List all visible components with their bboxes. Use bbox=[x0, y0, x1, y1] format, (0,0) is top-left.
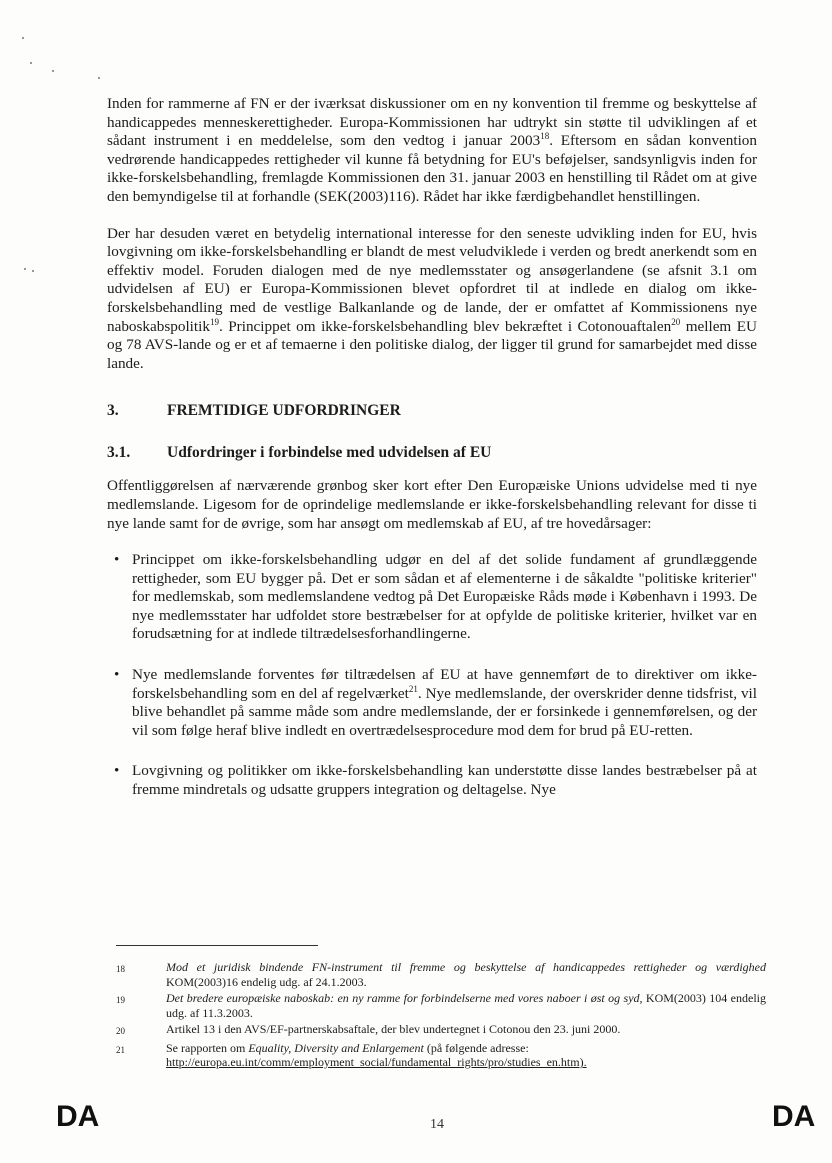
footnote-body: Artikel 13 i den AVS/EF-partnerskabsaftale, der blev undertegnet i Cotonou den 23. juni 2000. bbox=[166, 1022, 621, 1036]
footnotes bbox=[116, 960, 766, 1072]
text-run: Lovgivning og politikker om ikke-forskelsbehandling kan understøtte disse landes bestræbelser på at fremme mindretals og udsatte gruppers integration og deltagelse. Nye bbox=[132, 762, 757, 799]
scan-speck bbox=[30, 62, 32, 64]
text-run: . Nye medlemslande, der overskrider denne tidsfrist, vil blive behandlet på samme måde som andre medlemslande, der er forsinkede i gennemførelsen, og der vil som følge heraf blive indledt en overtrædelsesprocedure mod dem for brud på EU-retten. bbox=[132, 684, 757, 739]
footnote-body: (på følgende adresse: bbox=[423, 1040, 529, 1055]
bullet-icon: • bbox=[114, 666, 120, 684]
scan-speck bbox=[52, 70, 54, 72]
main-text bbox=[107, 95, 757, 822]
footnote-body: KOM(2003) 104 endelig udg. af 11.3.2003. bbox=[166, 991, 766, 1020]
text-run: . Eftersom en sådan konvention vedrørende handicappedes rettigheder vil kunne få betydning for EU's beføjelser, sandsynligvis inden for ikke-forskelsbehandling, fremlagde Kommissionen den 31. januar 2003 en henstilling til Rådet om at give den bemyndigelse til at forhandle (SEK(2003)116). Rådet har ikke færdigbehandlet henstillingen. bbox=[107, 132, 757, 205]
bullet-icon: • bbox=[114, 551, 120, 569]
bullet-list bbox=[107, 551, 757, 800]
footnote-number: 20 bbox=[116, 1026, 125, 1036]
footnote-number: 21 bbox=[116, 1044, 125, 1055]
language-code-left: DA bbox=[56, 1100, 100, 1133]
text-run: Princippet om ikke-forskelsbehandling udgør en del af det solide fundament af grundlæggende rettigheder, som EU bygger på. Det er som sådan et af elementerne i de såkaldte "politiske kriterier" for medlemskab, som medlemslandene vedtog på Det Europæiske Råds møde i København i 1993. De nye medlemsstater har udfoldet store bestræbelser for at opfylde de politiske kriterier, hvilket var en forudsætning for at indlede tiltrædelsesforhandlingerne. bbox=[132, 551, 757, 643]
subsection-heading bbox=[107, 443, 757, 463]
footnote bbox=[116, 991, 766, 1020]
footnote-ref[interactable]: 18 bbox=[540, 131, 550, 142]
section-number: 3. bbox=[107, 402, 119, 420]
scan-speck bbox=[98, 77, 100, 79]
footnote-text bbox=[166, 1041, 766, 1070]
footnote-ref[interactable]: 19 bbox=[209, 316, 219, 327]
footnote-body: Se rapporten om bbox=[166, 1040, 249, 1055]
footnote-ref[interactable]: 21 bbox=[408, 683, 418, 694]
footnote-body: KOM(2003)16 endelig udg. af 24.1.2003. bbox=[166, 974, 367, 989]
footnote-link[interactable]: http://europa.eu.int/comm/employment_social/fundamental_rights/pro/studies_en.htm). bbox=[166, 1055, 587, 1069]
paragraph-intro: Offentliggørelsen af nærværende grønbog sker kort efter Den Europæiske Unions udvidelse med ti nye medlemslande. Ligesom for de oprindelige medlemslande er ikke-forskelsbehandling relevant for disse ti nye lande samt for de øvrige, som har ansøgt om medlemskab af EU, af tre hovedårsager: bbox=[107, 477, 757, 532]
language-code-right: DA bbox=[772, 1100, 816, 1133]
footnote-title: Equality, Diversity and Enlargement bbox=[248, 1040, 424, 1055]
footnote-number: 19 bbox=[116, 995, 125, 1005]
text-run: Inden for rammerne af FN er der iværksat diskussioner om en ny konvention til fremme og beskyttelse af handicappedes menneskerettigheder. Europa-Kommissionen har udtrykt sin støtte til udviklingen af et sådant instrument i en meddelelse, som den vedtog i januar 2003 bbox=[107, 95, 757, 150]
footnote bbox=[116, 1041, 766, 1070]
footnote bbox=[116, 1022, 766, 1039]
footnote-text bbox=[166, 960, 766, 989]
footnote-divider bbox=[116, 945, 318, 946]
scan-speck bbox=[22, 37, 24, 39]
paragraph-un-convention bbox=[107, 95, 757, 207]
footnote-ref[interactable]: 20 bbox=[671, 316, 681, 327]
text-run: . Princippet om ikke-forskelsbehandling blev bekræftet i Cotonouaftalen bbox=[218, 317, 672, 335]
scan-speck bbox=[24, 268, 26, 270]
page-number: 14 bbox=[430, 1117, 444, 1132]
footnote-title: Mod et juridisk bindende FN-instrument til fremme og beskyttelse af handicappedes rettigheder og værdighed bbox=[166, 960, 766, 974]
footnote-title: Det bredere europæiske naboskab: en ny ramme for forbindelserne med vores naboer i øst og syd, bbox=[166, 991, 643, 1005]
bullet-item bbox=[107, 666, 757, 740]
scan-speck bbox=[32, 270, 34, 272]
paragraph-international-interest bbox=[107, 225, 757, 374]
text-run: mellem EU og 78 AVS-lande og er et af temaerne i den politiske dialog, der ligger til grund for samarbejdet med disse lande. bbox=[107, 317, 757, 372]
bullet-icon: • bbox=[114, 762, 120, 780]
bullet-item bbox=[107, 762, 757, 799]
subsection-title: Udfordringer i forbindelse med udvidelsen af EU bbox=[167, 444, 492, 462]
bullet-item bbox=[107, 551, 757, 644]
text-run: Der har desuden været en betydelig international interesse for den seneste udvikling inden for EU, hvis lovgivning om ikke-forskelsbehandling er blandt de mest veludviklede i verden og bredt anerkendt som en effektiv model. Foruden dialogen med de nye medlemsstater og ansøgerlandene (se afsnit 3.1 om udvidelsen af EU) er Europa-Kommissionen blevet opfordret til at indlede en dialog om ikke-forskelsbehandling med de vestlige Balkanlande og de lande, der er omfattet af Kommissionens nye naboskabspolitik bbox=[107, 224, 757, 335]
section-title: FREMTIDIGE UDFORDRINGER bbox=[167, 402, 401, 420]
section-heading bbox=[107, 401, 757, 421]
subsection-number: 3.1. bbox=[107, 444, 131, 462]
text-run: Nye medlemslande forventes før tiltrædelsen af EU at have gennemført de to direktiver om ikke-forskelsbehandling som en del af regelværket bbox=[132, 666, 757, 702]
footnote-text bbox=[166, 1022, 766, 1039]
footnote-number: 18 bbox=[116, 964, 125, 974]
footnote bbox=[116, 960, 766, 989]
footnote-text bbox=[166, 991, 766, 1020]
